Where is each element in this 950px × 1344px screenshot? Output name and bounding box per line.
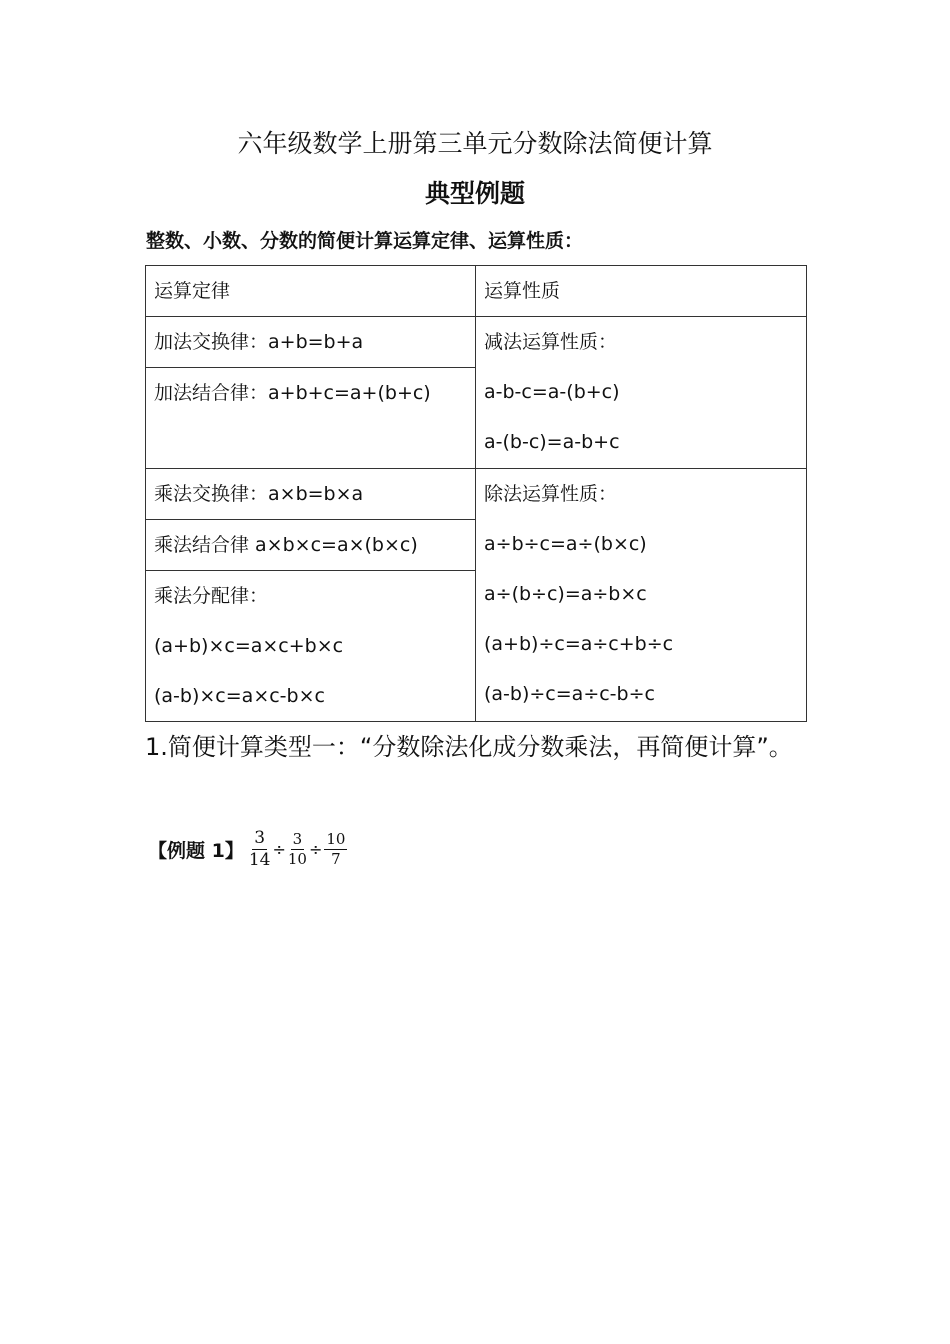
- page-subtitle: 典型例题: [424, 179, 525, 208]
- header-properties: 运算性质: [476, 266, 807, 317]
- cell-mul-distributive: 乘法分配律： (a+b)×c=a×c+b×c (a-b)×c=a×c-b×c: [146, 571, 476, 722]
- table-row: [146, 317, 807, 368]
- example-label: 【例题 1】: [148, 840, 244, 862]
- header-laws: 运算定律: [146, 266, 476, 317]
- table-row: [146, 469, 807, 520]
- division-operator: ÷: [272, 840, 286, 859]
- division-operator: ÷: [308, 840, 323, 859]
- example-1: [148, 830, 348, 869]
- laws-table: [145, 265, 807, 722]
- cell-sub-properties: 减法运算性质： a-b-c=a-(b+c) a-(b-c)=a-b+c: [476, 317, 807, 469]
- cell-add-associative: 加法结合律：a+b+c=a+(b+c): [146, 368, 476, 469]
- fraction-2: $\frac{3}{10}$: [287, 830, 307, 868]
- cell-add-commutative: 加法交换律：a+b=b+a: [146, 317, 476, 368]
- cell-mul-commutative: 乘法交换律：a×b=b×a: [146, 469, 476, 520]
- page-title: 六年级数学上册第三单元分数除法简便计算: [237, 129, 713, 158]
- cell-div-properties: 除法运算性质： a÷b÷c=a÷(b×c) a÷(b÷c)=a÷b×c (a+b)÷c=a÷c+b÷c (a-b)÷c=a÷c-b÷c: [476, 469, 807, 722]
- fraction-3: $\frac{10}{7}$: [326, 830, 346, 868]
- fraction-1: $\frac{3}{14}$: [248, 828, 271, 870]
- intro-text: 整数、小数、分数的简便计算运算定律、运算性质：: [146, 230, 584, 252]
- section-1-heading: 1.简便计算类型一：“分数除法化成分数乘法，再简便计算”。: [145, 733, 793, 761]
- cell-mul-associative: 乘法结合律 a×b×c=a×(b×c): [146, 520, 476, 571]
- table-row: [146, 266, 807, 317]
